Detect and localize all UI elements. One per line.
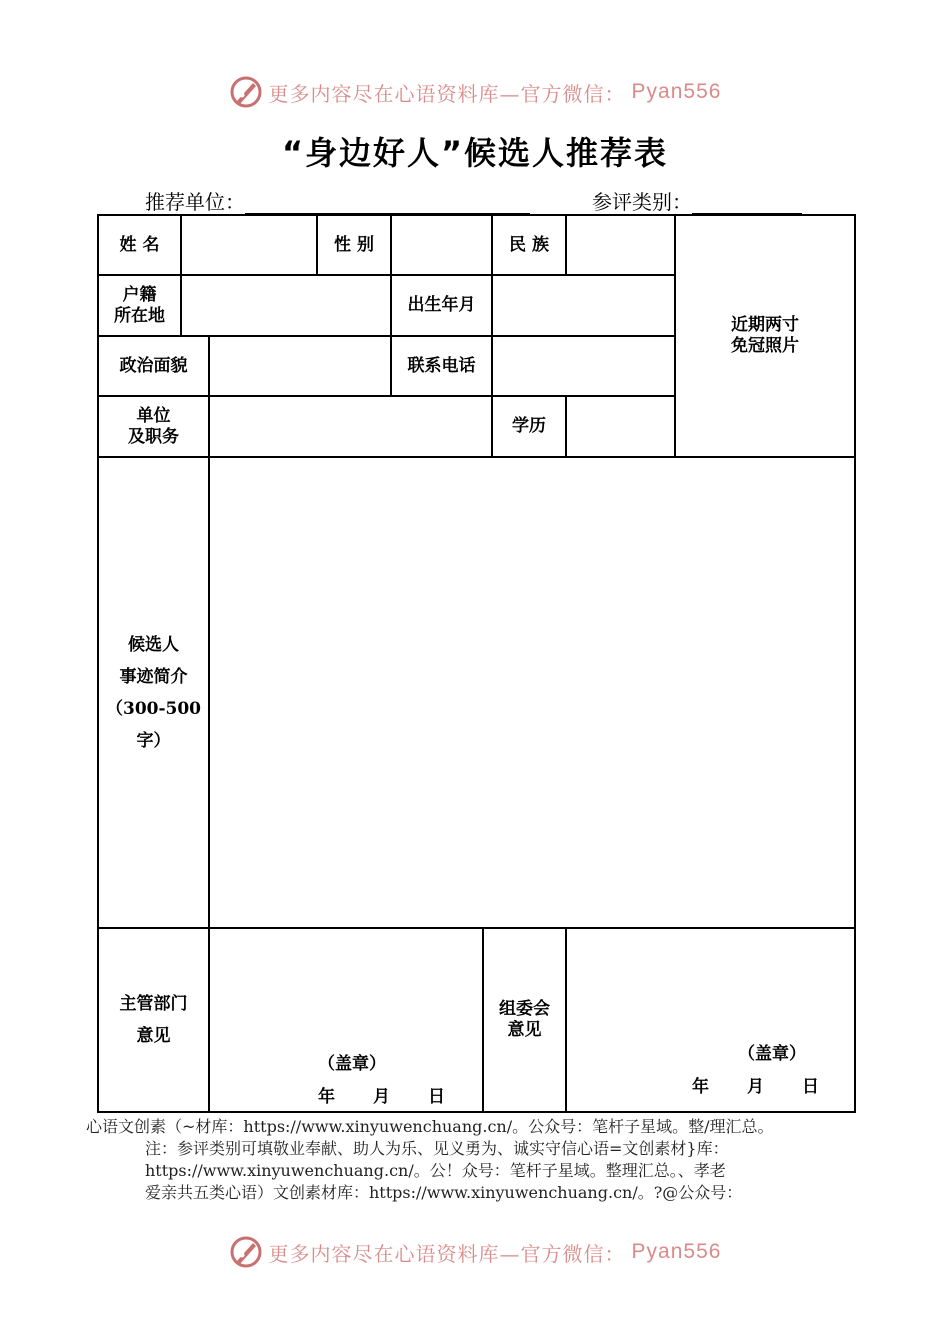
birth-label: 出生年月 [407, 295, 476, 315]
education-field[interactable] [567, 397, 674, 456]
dept-stamp-label: （盖章） [318, 1054, 386, 1074]
unit-position-field[interactable] [210, 397, 491, 456]
watermark-wechat-id: Pyan556 [631, 1240, 722, 1263]
deeds-label: 候选人 事迹简介 （300-500 字） [105, 634, 202, 751]
watermark-banner-bottom [0, 1232, 950, 1272]
committee-stamp-label: （盖章） [738, 1044, 806, 1064]
phone-field[interactable] [493, 337, 674, 395]
note-line-2: 注：参评类别可填敬业奉献、助人为乐、见义勇为、诚实守信心语=文创素材}库： [145, 1139, 729, 1158]
name-field[interactable] [182, 216, 316, 274]
recommend-unit-field[interactable] [245, 191, 530, 215]
committee-date [692, 1072, 819, 1097]
recommend-unit-label: 推荐单位： [145, 190, 245, 214]
note-line-4: 爱亲共五类心语）文创素材库：https://www.xinyuwenchuang.cn/。?@公众号： [145, 1183, 743, 1202]
photo-placeholder[interactable]: 近期两寸 免冠照片 [731, 315, 799, 356]
note-line-3: https://www.xinyuwenchuang.cn/。公！众号：笔杆子星域。整理汇总。、孝老 [145, 1161, 726, 1180]
dept-year: 年 [318, 1087, 335, 1107]
name-label: 姓 名 [119, 234, 160, 255]
phone-label: 联系电话 [407, 355, 476, 376]
category-field[interactable] [692, 191, 802, 215]
watermark-text: 更多内容尽在心语资料库—官方微信： [268, 81, 626, 106]
birth-field[interactable] [493, 276, 674, 335]
education-label: 学历 [512, 416, 546, 436]
deeds-field[interactable] [210, 458, 854, 927]
hukou-label: 户籍 所在地 [114, 284, 165, 326]
note-line-1: 心语文创素（~材库：https://www.xinyuwenchuang.cn/。公众号：笔杆子星域。整/理汇总。 [86, 1117, 774, 1136]
dept-opinion-label: 主管部门 意见 [119, 994, 188, 1046]
gender-label: 性 别 [334, 234, 374, 255]
unit-position-label: 单位 及职务 [128, 405, 179, 447]
recommend-unit-row [145, 186, 530, 215]
dept-date [318, 1082, 445, 1107]
committee-opinion-label: 组委会 意见 [499, 999, 550, 1040]
hukou-field[interactable] [182, 276, 390, 335]
watermark-wechat-id: Pyan556 [631, 80, 722, 103]
dept-month: 月 [373, 1087, 390, 1107]
committee-day: 日 [802, 1077, 819, 1097]
pen-logo-icon [229, 75, 263, 109]
category-row [592, 186, 802, 215]
ethnicity-label: 民 族 [509, 234, 549, 255]
ethnicity-field[interactable] [567, 216, 674, 274]
politics-field[interactable] [210, 337, 390, 395]
watermark-banner-top [0, 72, 950, 112]
category-label: 参评类别： [592, 190, 692, 214]
politics-label: 政治面貌 [119, 355, 188, 376]
watermark-text: 更多内容尽在心语资料库—官方微信： [268, 1241, 626, 1266]
dept-day: 日 [428, 1087, 445, 1107]
pen-logo-icon [229, 1235, 263, 1269]
committee-year: 年 [692, 1077, 709, 1097]
page-title: “身边好人”候选人推荐表 [281, 134, 669, 172]
gender-field[interactable] [392, 216, 491, 274]
committee-month: 月 [747, 1077, 764, 1097]
